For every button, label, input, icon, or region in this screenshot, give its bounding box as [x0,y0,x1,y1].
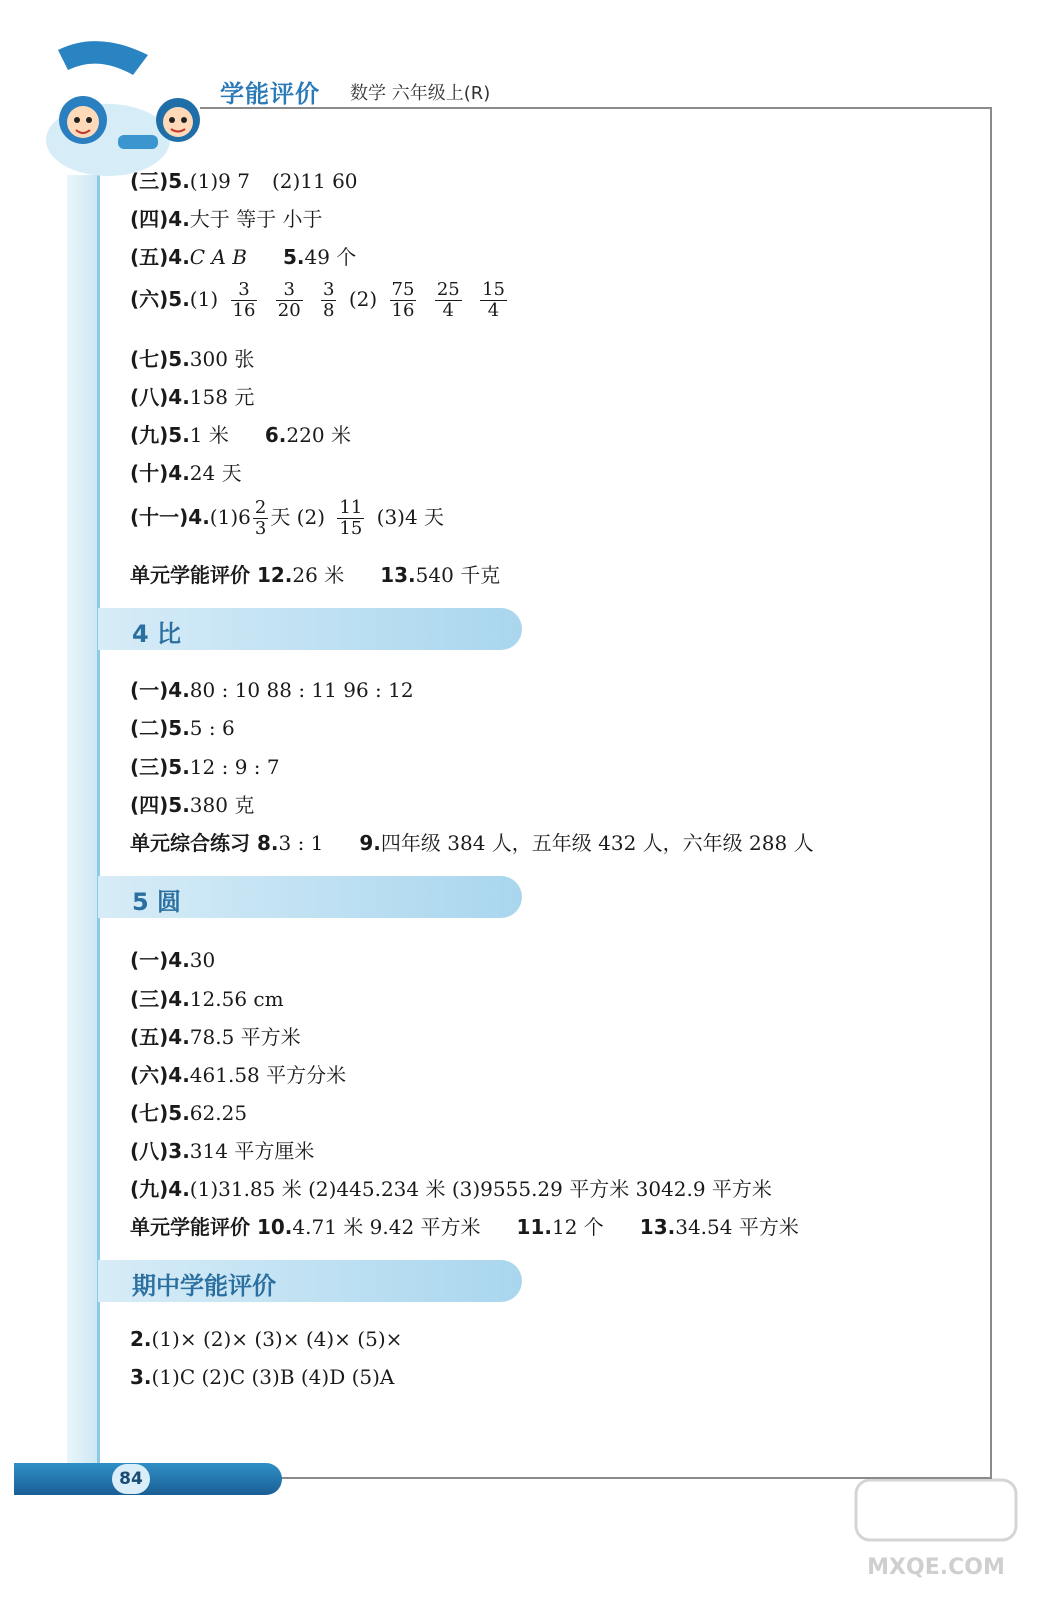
book-title: 学能评价 [220,80,320,108]
answer-text: 461.58 平方分米 [189,1063,347,1087]
answer-line [130,1173,772,1202]
answer-text: 大于 等于 小于 [189,207,323,231]
fraction: $\frac{3}{16}$ [232,279,256,321]
question-ref: 单元综合练习 8. [130,831,279,855]
question-ref: (七)5. [130,347,190,371]
answer-line-fractions [130,280,513,321]
answer-text: (2)11 60 [271,169,358,193]
answer-text: (1)C (2)C (3)B (4)D (5)A [151,1365,395,1389]
question-ref: (五)4. [130,245,190,269]
answer-line [130,343,254,372]
svg-text:MXQE.COM: MXQE.COM [867,1555,1005,1580]
answer-line [130,419,351,448]
answer-text: (1) [189,287,219,311]
answer-line [130,944,215,973]
left-decor-strip [67,175,97,1475]
question-ref: 13. [380,563,416,587]
answer-line [130,712,235,741]
watermark-logo [846,1470,1026,1590]
answer-line [130,983,284,1012]
question-ref: (一)4. [130,678,190,702]
question-ref: 3. [130,1365,152,1389]
page-number: 84 [112,1464,150,1494]
answer-text: (1)31.85 米 (2)445.234 米 (3)9555.29 平方米 3042.9 平方米 [189,1177,772,1201]
answer-text: 24 天 [189,461,242,485]
question-ref: (十)4. [130,461,190,485]
question-ref: (三)5. [130,169,190,193]
answer-text: 220 米 [286,423,351,447]
answer-text: C A B [189,245,247,269]
answer-line [130,1097,247,1126]
answer-line [130,457,242,486]
answer-line [130,1211,799,1240]
answer-text: 12 : 9 : 7 [189,755,280,779]
question-ref: 5. [282,245,305,269]
answer-text: 30 [189,948,216,972]
fraction: $\frac{2}{3}$ [254,497,267,539]
question-ref: 单元学能评价 12. [130,563,293,587]
answer-text: 4.71 米 9.42 平方米 [292,1215,481,1239]
answer-line [130,827,814,856]
answer-line [130,674,414,703]
question-ref: (八)4. [130,385,190,409]
answer-text: 12.56 cm [189,987,284,1011]
fraction: $\frac{3}{20}$ [277,279,301,321]
section-title: 4 比 [132,620,182,648]
question-ref: 13. [639,1215,676,1239]
answer-text: (2) [348,287,378,311]
answer-line [130,1135,314,1164]
fraction: $\frac{3}{8}$ [323,279,335,321]
fraction: $\frac{25}{4}$ [436,279,460,321]
answer-line [130,165,358,194]
answer-text: 540 千克 [415,563,501,587]
question-ref: (三)4. [130,987,190,1011]
answer-text: 5 : 6 [189,716,235,740]
answer-text: (1)6 [209,505,251,529]
question-ref: (三)5. [130,755,190,779]
question-ref: (十一)4. [130,505,210,529]
answer-text: (2) [296,505,326,529]
answer-line [130,1021,301,1050]
answer-text: 3 : 1 [278,831,324,855]
question-ref: 11. [516,1215,552,1239]
answer-line [130,559,500,588]
answer-line [130,1059,346,1088]
answer-line-fractions [130,498,444,539]
answer-text: 380 克 [189,793,255,817]
question-ref: (六)4. [130,1063,190,1087]
section-title: 5 圆 [132,888,182,916]
answer-text: 12 个 [551,1215,604,1239]
question-ref: 2. [130,1327,152,1351]
answer-line [130,241,356,270]
answer-text: 62.25 [189,1101,248,1125]
question-ref: (九)5. [130,423,190,447]
answer-line [130,789,254,818]
answer-line [130,751,280,780]
answer-line [130,1327,402,1351]
question-ref: (五)4. [130,1025,190,1049]
question-ref: (四)5. [130,793,190,817]
answer-text: 158 元 [189,385,255,409]
answer-text: (3)4 天 [376,505,445,529]
question-ref: (九)4. [130,1177,190,1201]
question-ref: (六)5. [130,287,190,311]
question-ref: (二)5. [130,716,190,740]
answer-text: 26 米 [292,563,345,587]
answer-text: 34.54 平方米 [675,1215,799,1239]
answer-text: 78.5 平方米 [189,1025,301,1049]
section-title: 期中学能评价 [132,1272,276,1300]
answer-line [130,1365,394,1389]
answer-text: 49 个 [304,245,357,269]
question-ref: (四)4. [130,207,190,231]
answer-text: 1 米 [189,423,229,447]
question-ref: (七)5. [130,1101,190,1125]
fraction: $\frac{11}{15}$ [339,497,363,539]
fraction: $\frac{15}{4}$ [482,279,505,321]
question-ref: 9. [359,831,381,855]
answer-text: 314 平方厘米 [189,1139,315,1163]
question-ref: 单元学能评价 10. [130,1215,293,1239]
answer-text: 300 张 [189,347,255,371]
answer-text: (1)× (2)× (3)× (4)× (5)× [151,1327,403,1351]
answer-text: 四年级 384 人，五年级 432 人，六年级 288 人 [380,831,814,855]
cartoon-mascot-illustration [38,30,218,180]
answer-text: 80 : 10 88 : 11 96 : 12 [189,678,414,702]
answer-line [130,203,323,232]
question-ref: (一)4. [130,948,190,972]
answer-text: 天 [270,505,291,529]
book-subtitle: 数学 六年级上(R) [350,83,491,104]
answer-text: (1)9 7 [189,169,250,193]
answer-line [130,381,254,410]
question-ref: (八)3. [130,1139,190,1163]
frame-right-border [990,107,992,1479]
question-ref: 6. [264,423,287,447]
fraction: $\frac{75}{16}$ [391,279,415,321]
